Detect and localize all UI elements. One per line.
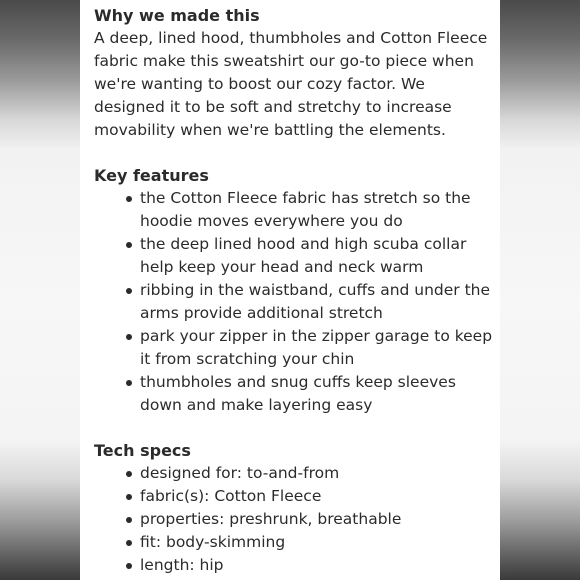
list-item: park your zipper in the zipper garage to keep it from scratching your chin [126,325,494,371]
list-item: the deep lined hood and high scuba collar help keep your head and neck warm [126,233,494,279]
product-description-content [94,4,494,577]
list-item: ribbing in the waistband, cuffs and under the arms provide additional stretch [126,279,494,325]
list-item: fabric(s): Cotton Fleece [126,485,494,508]
tech-specs-list [94,462,494,577]
section-spacer [94,142,494,164]
key-features-heading: Key features [94,166,209,185]
list-item: designed for: to-and-from [126,462,494,485]
tech-specs-heading: Tech specs [94,441,191,460]
list-item: thumbholes and snug cuffs keep sleeves down and make layering easy [126,371,494,417]
key-features-list [94,187,494,417]
list-item: fit: body-skimming [126,531,494,554]
why-we-made-this-heading: Why we made this [94,6,260,25]
product-description-panel [80,0,500,580]
list-item: properties: preshrunk, breathable [126,508,494,531]
list-item: length: hip [126,554,494,577]
section-spacer [94,417,494,439]
list-item: the Cotton Fleece fabric has stretch so the hoodie moves everywhere you do [126,187,494,233]
why-we-made-this-text: A deep, lined hood, thumbholes and Cotton Fleece fabric make this sweatshirt our go-to piece when we're wanting to boost our cozy factor. We designed it to be soft and stretchy to increase movability when we're battling the elements. [94,29,488,139]
